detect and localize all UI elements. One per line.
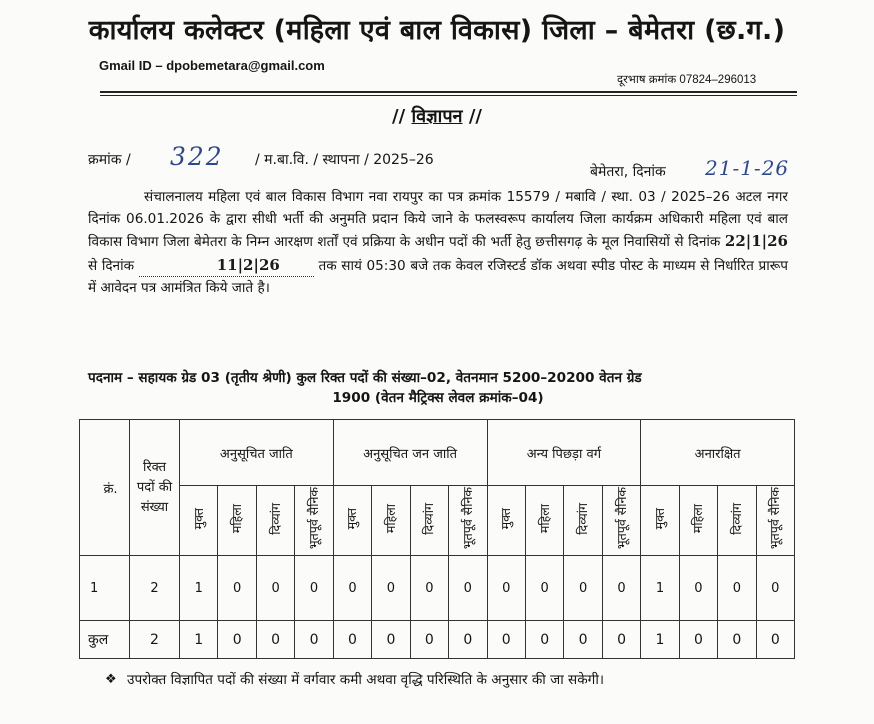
body-part-3: तक सायं 05:30 बजे तक केवल रजिस्टर्ड डॉक अथवा स्पीड पोस्ट के माध्यम से निर्धारित प्रारूप में आवेदन पत्र आमंत्रित किये जाते है। xyxy=(88,257,789,296)
subcol-label: महिला xyxy=(229,503,245,534)
subcol-header xyxy=(410,486,448,556)
total-cell: 0 xyxy=(602,621,640,659)
subcol-label: दिव्यांग xyxy=(421,502,437,535)
sno-header: क्रं. xyxy=(80,420,130,556)
total-cell: 0 xyxy=(333,621,371,659)
total-cell: 0 xyxy=(256,621,294,659)
table-total-row xyxy=(80,621,795,659)
office-title: कार्यालय कलेक्टर (महिला एवं बाल विकास) जिला – बेमेतरा (छ.ग.) xyxy=(88,15,786,46)
group-header-obc: अन्य पिछड़ा वर्ग xyxy=(487,420,641,486)
group-header-sc: अनुसूचित जाति xyxy=(180,420,334,486)
total-cell: 0 xyxy=(564,621,602,659)
subcol-label: भूतपूर्व सैनिक xyxy=(613,487,629,550)
subcol-label: मुक्त xyxy=(344,507,360,530)
post-details xyxy=(88,368,788,408)
group-header-unreserved: अनारक्षित xyxy=(641,420,795,486)
from-date: 22|1|26 xyxy=(724,232,788,251)
table-header-row xyxy=(80,420,795,486)
row-sno: 1 xyxy=(80,556,130,621)
total-cell: 1 xyxy=(180,621,218,659)
total-cell: 0 xyxy=(449,621,487,659)
heading-slash-right: // xyxy=(468,106,482,127)
table-cell: 0 xyxy=(756,556,794,621)
subcol-header xyxy=(487,486,525,556)
subcol-label: मुक्त xyxy=(190,507,206,530)
subcol-label: दिव्यांग xyxy=(575,502,591,535)
advertisement-heading xyxy=(0,104,874,128)
table-cell: 0 xyxy=(602,556,640,621)
subcol-header xyxy=(718,486,756,556)
note-item xyxy=(105,670,795,690)
subcol-header xyxy=(256,486,294,556)
total-cell: 0 xyxy=(718,621,756,659)
subcol-label: भूतपूर्व सैनिक xyxy=(306,487,322,550)
total-vacancies: 2 xyxy=(130,621,180,659)
total-cell: 0 xyxy=(679,621,717,659)
body-part-2: से दिनांक xyxy=(88,257,135,274)
total-cell: 0 xyxy=(218,621,256,659)
place-date-label: बेमेतरा, दिनांक xyxy=(590,164,666,180)
subcol-header xyxy=(449,486,487,556)
subcol-header xyxy=(641,486,679,556)
gmail-id: Gmail ID – dpobemetara@gmail.com xyxy=(99,58,325,73)
header-rule-thin xyxy=(100,95,797,96)
subcol-header xyxy=(295,486,333,556)
total-cell: 0 xyxy=(372,621,410,659)
body-part-1: संचालनालय महिला एवं बाल विकास विभाग नवा रायपुर का पत्र क्रमांक 15579 / मबावि / स्था. 03 / 2025–26 अटल नगर दिनांक 06.01.2026 के द्वारा सीधी भर्ती की अनुमति प्रदान किये जाने के फलस्वरूप कार्यालय जिला कार्यक्रम अधिकारी महिला एवं बाल विकास विभाग जिला बेमेतरा के निम्न आरक्षण शर्तों एवं प्रक्रिया के अधीन पदों की भर्ती हेतु छत्तीसगढ़ के मूल निवासियों से दिनांक xyxy=(88,189,788,251)
table-cell: 0 xyxy=(487,556,525,621)
heading-title: विज्ञापन xyxy=(411,106,463,127)
subcol-header xyxy=(756,486,794,556)
heading-slash-left: // xyxy=(392,106,406,127)
table-cell: 0 xyxy=(679,556,717,621)
body-paragraph xyxy=(88,186,788,299)
subcol-label: मुक्त xyxy=(498,507,514,530)
table-cell: 0 xyxy=(333,556,371,621)
total-cell: 1 xyxy=(641,621,679,659)
subcol-label: महिला xyxy=(690,503,706,534)
subcol-label: भूतपूर्व सैनिक xyxy=(767,487,783,550)
issue-date: 21-1-26 xyxy=(705,156,790,180)
subcol-header xyxy=(333,486,371,556)
notes xyxy=(105,670,795,690)
post-line-1: पदनाम – सहायक ग्रेड 03 (तृतीय श्रेणी) कुल रिक्त पदों की संख्या–02, वेतनमान 5200–20200 वेतन ग्रेड xyxy=(88,370,642,386)
reference-number: 322 xyxy=(170,142,224,171)
total-cell: 0 xyxy=(487,621,525,659)
reference-suffix: / म.बा.वि. / स्थापना / 2025–26 xyxy=(255,152,434,168)
subcol-header xyxy=(218,486,256,556)
header-rule xyxy=(100,91,797,93)
subcol-label: महिला xyxy=(536,503,552,534)
reference-label: क्रमांक / xyxy=(88,152,131,168)
subcol-header xyxy=(679,486,717,556)
total-cell: 0 xyxy=(410,621,448,659)
subcol-header xyxy=(564,486,602,556)
table-cell: 0 xyxy=(449,556,487,621)
total-cell: 0 xyxy=(295,621,333,659)
total-cell: 0 xyxy=(756,621,794,659)
diamond-bullet-icon: ❖ xyxy=(105,672,117,687)
subcol-header xyxy=(372,486,410,556)
table-cell: 0 xyxy=(564,556,602,621)
table-cell: 0 xyxy=(525,556,563,621)
table-cell: 0 xyxy=(218,556,256,621)
row-total: 2 xyxy=(130,556,180,621)
table-subheader-row xyxy=(80,486,795,556)
total-cell: 0 xyxy=(525,621,563,659)
subcol-header xyxy=(180,486,218,556)
note-text: उपरोक्त विज्ञापित पदों की संख्या में वर्गवार कमी अथवा वृद्धि परिस्थिति के अनुसार की जा सकेगी। xyxy=(127,672,604,688)
table-cell: 0 xyxy=(372,556,410,621)
table-row xyxy=(80,556,795,621)
total-label: कुल xyxy=(80,621,130,659)
table-cell: 1 xyxy=(180,556,218,621)
subcol-label: दिव्यांग xyxy=(728,502,744,535)
vacancies-header: रिक्त पदों की संख्या xyxy=(130,420,180,556)
vacancy-table xyxy=(79,419,795,659)
post-line-2: 1900 (वेतन मैट्रिक्स लेवल क्रमांक–04) xyxy=(332,390,544,406)
table-cell: 0 xyxy=(718,556,756,621)
subcol-label: दिव्यांग xyxy=(267,502,283,535)
phone-number: दूरभाष क्रमांक 07824–296013 xyxy=(617,74,757,86)
group-header-st: अनुसूचित जन जाति xyxy=(333,420,487,486)
table-cell: 1 xyxy=(641,556,679,621)
subcol-label: भूतपूर्व सैनिक xyxy=(459,487,475,550)
subcol-label: महिला xyxy=(382,503,398,534)
subcol-header xyxy=(602,486,640,556)
subcol-label: मुक्त xyxy=(651,507,667,530)
table-cell: 0 xyxy=(410,556,448,621)
table-cell: 0 xyxy=(256,556,294,621)
subcol-header xyxy=(525,486,563,556)
to-date: 11|2|26 xyxy=(139,254,314,277)
table-cell: 0 xyxy=(295,556,333,621)
